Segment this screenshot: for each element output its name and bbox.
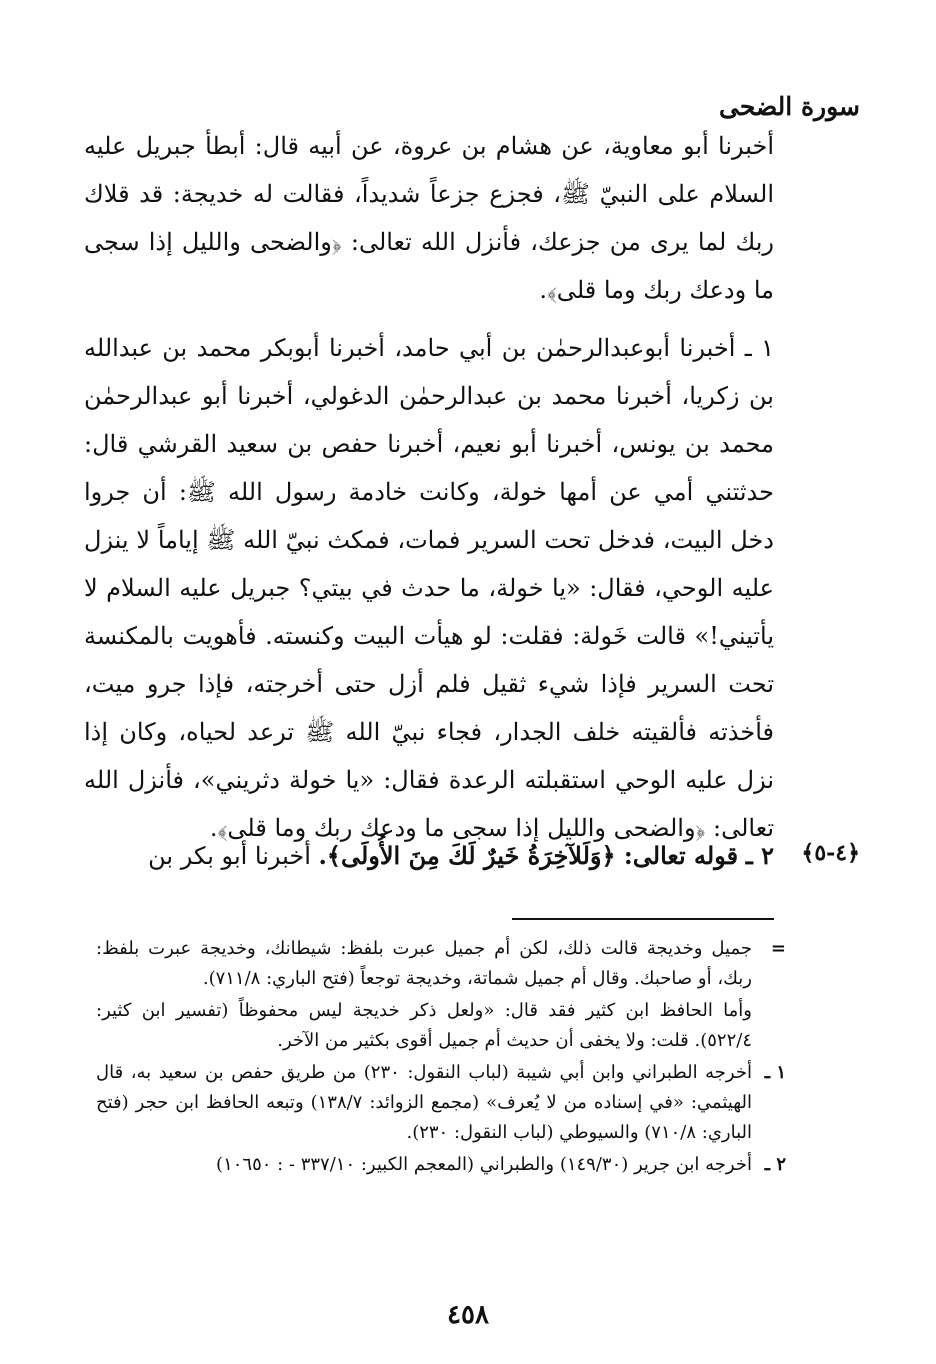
paragraph-1: أخبرنا أبو معاوية، عن هشام بن عروة، عن أبيه قال: أبطأ جبريل عليه السلام على النبيّ ﷺ، فجزع جزعاً شديداً، فقالت له خديجة: قد قلاك ربك لما يرى من جزعك، فأنزل الله تعالى: ﴿والضحى والليل إذا سجى ما ودعك ربك وما قلى﴾. [84,132,774,304]
footnote-continuation-2 [96,996,786,1056]
footnote-divider [512,918,774,920]
footnote-text: وأما الحافظ ابن كثير فقد قال: «ولعل ذكر خديجة ليس محفوظاً (تفسير ابن كثير: ٥٢٢/٤). قلت: ولا يخفى أن حديث أم جميل أقوى بكثير من الآخر. [96,1000,752,1051]
item-2-number: ٢ ـ [745,841,774,870]
footnotes [96,934,786,1182]
paragraph-2: ١ ـ أخبرنا أبوعبدالرحمٰن بن أبي حامد، أخبرنا أبوبكر محمد بن عبدالله بن زكريا، أخبرنا محمد بن عبدالرحمٰن الدغولي، أخبرنا أبو عبدالرحمٰن محمد بن يونس، أخبرنا أبو نعيم، أخبرنا حفص بن سعيد القرشي قال: حدثتني أمي عن أمها خولة، وكانت خادمة رسول الله ﷺ: أن جروا دخل البيت، فدخل تحت السرير فمات، فمكث نبيّ الله ﷺ إياماً لا ينزل عليه الوحي، فقال: «يا خولة، ما حدث في بيتي؟ جبريل عليه السلام لا يأتيني!» قالت خَولة: فقلت: لو هيأت البيت وكنسته. فأهويت بالمكنسة تحت السرير فإذا شيء ثقيل فلم أزل حتى أخرجته، فإذا جرو ميت، فأخذته فألقيته خلف الجدار، فجاء نبيّ الله ﷺ ترعد لحياه، وكان إذا نزل عليه الوحي استقبلته الرعدة فقال: «يا خولة دثريني»، فأنزل الله تعالى: ﴿والضحى والليل إذا سجى ما ودعك ربك وما قلى﴾. [84,334,774,842]
footnote-text: جميل وخديجة قالت ذلك، لكن أم جميل عبرت بلفظ: شيطانك، وخديجة عبرت بلفظ: ربك، أو صاحبك. وقال أم جميل شماتة، وخديجة توجعاً (فتح الباري: ٧١١/٨). [96,938,752,989]
page-number: ٤٥٨ [447,1300,489,1330]
item-2-line [84,832,774,880]
footnote-marker: ٢ ـ [764,1154,786,1175]
footnote-text: أخرجه ابن جرير (١٤٩/٣٠) والطبراني (المعجم الكبير: ٣٣٧/١٠ - : ١٠٦٥٠) [216,1154,752,1175]
verse-reference: ﴿٤-٥﴾ [801,840,860,866]
item-2-lead: قوله تعالى: ﴿وَلَلآخِرَةُ خَيرٌ لَكَ مِنَ الأُولَى﴾. [318,841,739,870]
footnote-continuation [96,934,786,994]
item-2-rest: أخبرنا أبو بكر بن [148,842,311,870]
footnote-2 [96,1150,786,1180]
footnote-1 [96,1058,786,1148]
surah-title: سورة الضحى [719,92,860,121]
footnote-marker: = [770,938,786,959]
footnote-marker: ١ ـ [764,1062,786,1083]
footnote-text: أخرجه الطبراني وابن أبي شيبة (لباب النقول: ٢٣٠) من طريق حفص بن سعيد به، قال الهيثمي: «في إسناده من لا يُعرف» (مجمع الزوائد: ١٣٨/٧) وتبعه الحافظ ابن حجر (فتح الباري: ٧١٠/٨) والسيوطي (لباب النقول: ٢٣٠). [96,1062,752,1143]
main-text [84,122,774,852]
